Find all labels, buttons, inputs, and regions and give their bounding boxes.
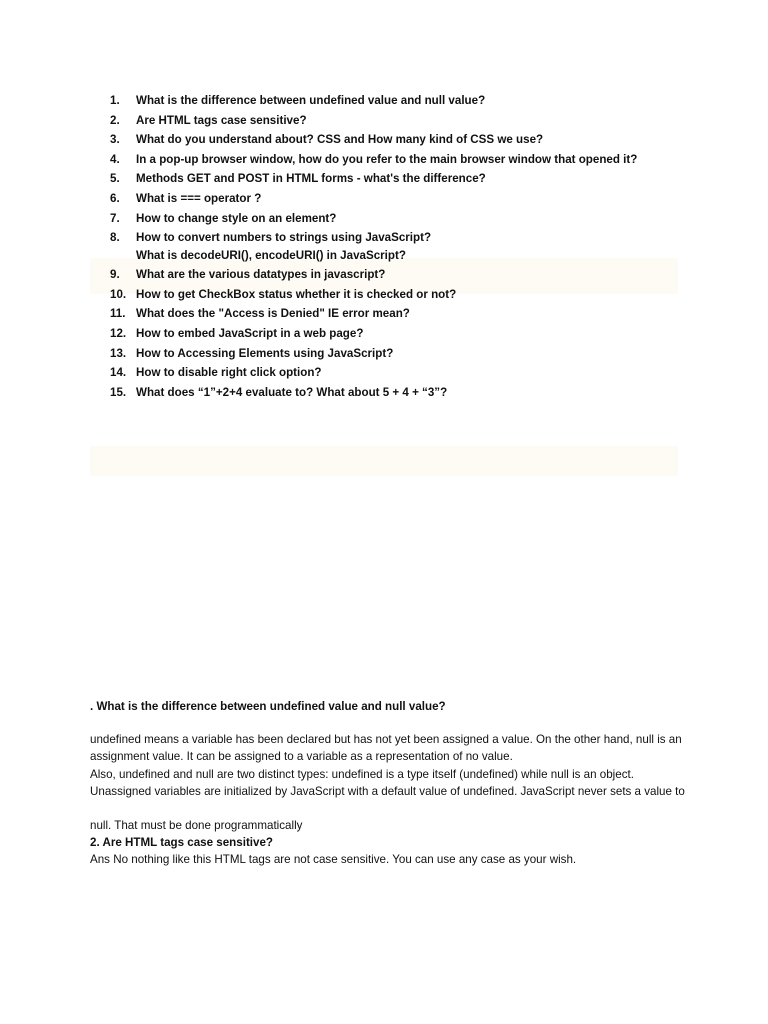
question-number: 8. <box>110 231 120 245</box>
question-item-13 <box>110 345 710 363</box>
question-item-11 <box>110 305 710 323</box>
question-number: 9. <box>110 268 120 282</box>
question-number: 5. <box>110 172 120 186</box>
question-number: 14. <box>110 366 127 380</box>
answers-section <box>90 698 690 869</box>
question-text: How to Accessing Elements using JavaScript? <box>136 346 394 360</box>
question-item-1 <box>110 92 710 110</box>
question-item-15 <box>110 384 710 402</box>
answer-paragraph: Unassigned variables are initialized by JavaScript with a default value of undefined. JavaScript never sets a value to <box>90 784 685 798</box>
question-item-3 <box>110 131 710 149</box>
question-list <box>110 92 710 403</box>
answer-paragraph: null. That must be done programmatically <box>90 819 303 833</box>
question-text: How to get CheckBox status whether it is checked or not? <box>136 287 457 301</box>
question-number: 7. <box>110 211 120 225</box>
question-item-2 <box>110 112 710 130</box>
answer-paragraph: Also, undefined and null are two distinct types: undefined is a type itself (undefined) while null is an object. <box>90 767 634 781</box>
question-text: How to disable right click option? <box>136 366 322 380</box>
question-text: What is === operator ? <box>136 191 262 205</box>
question-text: Methods GET and POST in HTML forms - what's the difference? <box>136 172 486 186</box>
spacer <box>90 800 690 817</box>
answer-heading-2: 2. Are HTML tags case sensitive? <box>90 836 273 850</box>
question-text: Are HTML tags case sensitive? <box>136 113 307 127</box>
spacer <box>90 715 690 731</box>
answer-heading-1: . What is the difference between undefined value and null value? <box>90 700 446 713</box>
question-text: How to change style on an element? <box>136 211 337 225</box>
question-text: What does the "Access is Denied" IE error mean? <box>136 307 410 321</box>
question-item-14 <box>110 364 710 382</box>
question-text: How to embed JavaScript in a web page? <box>136 327 364 341</box>
question-item-12 <box>110 325 710 343</box>
question-number: 15. <box>110 385 127 399</box>
question-item-5 <box>110 170 710 188</box>
question-text: What are the various datatypes in javascript? <box>136 268 386 282</box>
question-text: What is the difference between undefined value and null value? <box>136 94 486 107</box>
question-item-10 <box>110 286 710 304</box>
question-item-9 <box>110 266 710 284</box>
answer-paragraph: undefined means a variable has been declared but has not yet been assigned a value. On the other hand, null is an assignment value. It can be assigned to a variable as a representation of no value. <box>90 733 682 764</box>
question-item-8 <box>110 229 710 264</box>
question-number: 4. <box>110 152 120 166</box>
question-number: 1. <box>110 94 120 107</box>
question-text: In a pop-up browser window, how do you refer to the main browser window that opened it? <box>136 152 638 166</box>
question-number: 6. <box>110 191 120 205</box>
question-item-7 <box>110 210 710 228</box>
question-number: 11. <box>110 307 126 321</box>
question-number: 2. <box>110 113 120 127</box>
question-text: How to convert numbers to strings using JavaScript? What is decodeURI(), encodeURI() in JavaScript? <box>136 231 432 262</box>
question-number: 3. <box>110 133 120 147</box>
question-text: What does “1”+2+4 evaluate to? What about 5 + 4 + “3”? <box>136 385 448 399</box>
answer-paragraph: Ans No nothing like this HTML tags are not case sensitive. You can use any case as your wish. <box>90 853 577 867</box>
question-number: 13. <box>110 346 127 360</box>
question-text: What do you understand about? CSS and How many kind of CSS we use? <box>136 133 544 147</box>
question-item-4 <box>110 151 710 169</box>
question-number: 10. <box>110 287 127 301</box>
highlight-band <box>90 446 678 476</box>
question-item-6 <box>110 190 710 208</box>
question-number: 12. <box>110 327 127 341</box>
